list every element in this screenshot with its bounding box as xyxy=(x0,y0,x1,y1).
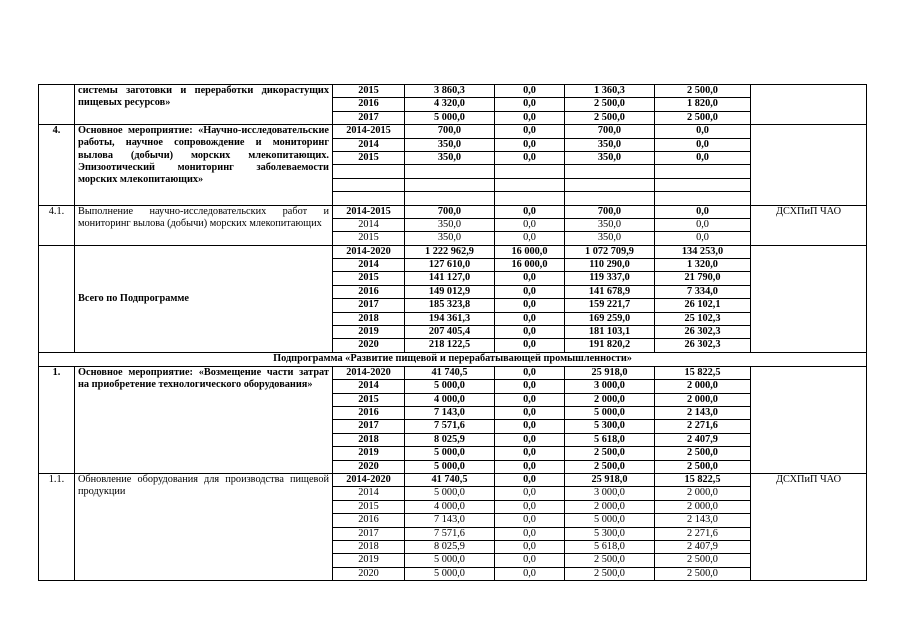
empty-cell xyxy=(333,178,405,191)
district-cell: 5 618,0 xyxy=(565,540,655,553)
district-cell: 110 290,0 xyxy=(565,259,655,272)
total-cell: 207 405,4 xyxy=(405,326,495,339)
total-cell: 350,0 xyxy=(405,232,495,245)
year-cell: 2015 xyxy=(333,232,405,245)
federal-cell: 0,0 xyxy=(495,514,565,527)
total-cell: 5 000,0 xyxy=(405,380,495,393)
year-cell: 2014-2015 xyxy=(333,125,405,138)
total-cell: 7 571,6 xyxy=(405,420,495,433)
other-cell: 7 334,0 xyxy=(655,285,751,298)
federal-cell: 0,0 xyxy=(495,125,565,138)
federal-cell: 0,0 xyxy=(495,272,565,285)
federal-cell: 0,0 xyxy=(495,138,565,151)
executor-cell: ДСХПиП ЧАО xyxy=(751,205,867,245)
other-cell: 15 822,5 xyxy=(655,473,751,486)
other-cell: 2 000,0 xyxy=(655,500,751,513)
total-cell: 127 610,0 xyxy=(405,259,495,272)
total-cell: 3 860,3 xyxy=(405,85,495,98)
year-cell: 2018 xyxy=(333,312,405,325)
executor-cell xyxy=(751,85,867,125)
total-cell: 149 012,9 xyxy=(405,285,495,298)
other-cell: 0,0 xyxy=(655,125,751,138)
year-cell: 2016 xyxy=(333,406,405,419)
year-cell: 2018 xyxy=(333,433,405,446)
table-row xyxy=(39,245,867,258)
total-cell: 700,0 xyxy=(405,125,495,138)
other-cell: 2 000,0 xyxy=(655,487,751,500)
empty-cell xyxy=(333,192,405,205)
empty-cell xyxy=(655,165,751,178)
district-cell: 350,0 xyxy=(565,138,655,151)
empty-cell xyxy=(495,178,565,191)
district-cell: 350,0 xyxy=(565,151,655,164)
other-cell: 26 102,1 xyxy=(655,299,751,312)
year-cell: 2015 xyxy=(333,151,405,164)
district-cell: 700,0 xyxy=(565,125,655,138)
total-cell: 5 000,0 xyxy=(405,487,495,500)
other-cell: 2 500,0 xyxy=(655,567,751,580)
federal-cell: 0,0 xyxy=(495,98,565,111)
federal-cell: 16 000,0 xyxy=(495,259,565,272)
other-cell: 2 000,0 xyxy=(655,393,751,406)
index-cell: 4.1. xyxy=(39,205,75,245)
district-cell: 3 000,0 xyxy=(565,380,655,393)
total-cell: 5 000,0 xyxy=(405,460,495,473)
year-cell: 2014 xyxy=(333,218,405,231)
total-cell: 350,0 xyxy=(405,218,495,231)
federal-cell: 0,0 xyxy=(495,285,565,298)
other-cell: 1 320,0 xyxy=(655,259,751,272)
other-cell: 2 500,0 xyxy=(655,447,751,460)
total-cell: 4 000,0 xyxy=(405,393,495,406)
district-cell: 700,0 xyxy=(565,205,655,218)
year-cell: 2015 xyxy=(333,85,405,98)
year-cell: 2014 xyxy=(333,487,405,500)
table-row xyxy=(39,125,867,138)
total-cell: 8 025,9 xyxy=(405,433,495,446)
total-label: Всего по Подпрограмме xyxy=(75,245,333,352)
district-cell: 5 300,0 xyxy=(565,420,655,433)
federal-cell: 0,0 xyxy=(495,218,565,231)
measure-name: Обновление оборудования для производства пищевой продукции xyxy=(75,473,333,580)
year-cell: 2014-2020 xyxy=(333,366,405,379)
total-cell: 1 222 962,9 xyxy=(405,245,495,258)
federal-cell: 0,0 xyxy=(495,111,565,124)
measure-name: Основное мероприятие: «Научно-исследовательские работы, научное сопровождение и мониторинг вылова (добычи) морских млекопитающих. Эпизоотический мониторинг заболеваемости морских млекопитающих» xyxy=(75,125,333,205)
total-cell: 7 143,0 xyxy=(405,514,495,527)
year-cell: 2017 xyxy=(333,111,405,124)
federal-cell: 0,0 xyxy=(495,447,565,460)
budget-table xyxy=(38,84,867,581)
district-cell: 25 918,0 xyxy=(565,473,655,486)
year-cell: 2020 xyxy=(333,567,405,580)
other-cell: 2 271,6 xyxy=(655,527,751,540)
federal-cell: 0,0 xyxy=(495,487,565,500)
district-cell: 350,0 xyxy=(565,218,655,231)
empty-cell xyxy=(565,165,655,178)
district-cell: 5 000,0 xyxy=(565,514,655,527)
executor-cell xyxy=(751,245,867,352)
other-cell: 2 500,0 xyxy=(655,85,751,98)
table-row xyxy=(39,205,867,218)
empty-cell xyxy=(655,178,751,191)
district-cell: 181 103,1 xyxy=(565,326,655,339)
district-cell: 119 337,0 xyxy=(565,272,655,285)
executor-cell xyxy=(751,125,867,205)
district-cell: 2 500,0 xyxy=(565,460,655,473)
district-cell: 5 000,0 xyxy=(565,406,655,419)
year-cell: 2020 xyxy=(333,460,405,473)
federal-cell: 0,0 xyxy=(495,205,565,218)
measure-name: Основное мероприятие: «Возмещение части затрат на приобретение технологического оборудования» xyxy=(75,366,333,473)
federal-cell: 0,0 xyxy=(495,420,565,433)
district-cell: 191 820,2 xyxy=(565,339,655,352)
federal-cell: 0,0 xyxy=(495,393,565,406)
federal-cell: 0,0 xyxy=(495,473,565,486)
other-cell: 2 500,0 xyxy=(655,460,751,473)
year-cell: 2019 xyxy=(333,447,405,460)
year-cell: 2014 xyxy=(333,259,405,272)
total-cell: 7 571,6 xyxy=(405,527,495,540)
federal-cell: 0,0 xyxy=(495,540,565,553)
federal-cell: 16 000,0 xyxy=(495,245,565,258)
district-cell: 2 500,0 xyxy=(565,554,655,567)
year-cell: 2017 xyxy=(333,299,405,312)
year-cell: 2015 xyxy=(333,272,405,285)
empty-cell xyxy=(565,192,655,205)
district-cell: 2 500,0 xyxy=(565,98,655,111)
other-cell: 25 102,3 xyxy=(655,312,751,325)
district-cell: 3 000,0 xyxy=(565,487,655,500)
empty-cell xyxy=(495,165,565,178)
empty-cell xyxy=(405,192,495,205)
district-cell: 169 259,0 xyxy=(565,312,655,325)
district-cell: 1 072 709,9 xyxy=(565,245,655,258)
table-row xyxy=(39,366,867,379)
other-cell: 134 253,0 xyxy=(655,245,751,258)
executor-cell xyxy=(751,366,867,473)
other-cell: 0,0 xyxy=(655,205,751,218)
federal-cell: 0,0 xyxy=(495,380,565,393)
year-cell: 2017 xyxy=(333,420,405,433)
document-page xyxy=(38,84,866,581)
federal-cell: 0,0 xyxy=(495,500,565,513)
district-cell: 2 500,0 xyxy=(565,111,655,124)
federal-cell: 0,0 xyxy=(495,85,565,98)
index-cell: 1. xyxy=(39,366,75,473)
federal-cell: 0,0 xyxy=(495,527,565,540)
district-cell: 25 918,0 xyxy=(565,366,655,379)
year-cell: 2017 xyxy=(333,527,405,540)
other-cell: 26 302,3 xyxy=(655,339,751,352)
other-cell: 2 143,0 xyxy=(655,406,751,419)
other-cell: 0,0 xyxy=(655,218,751,231)
index-cell xyxy=(39,85,75,125)
federal-cell: 0,0 xyxy=(495,299,565,312)
district-cell: 2 500,0 xyxy=(565,447,655,460)
empty-cell xyxy=(333,165,405,178)
other-cell: 15 822,5 xyxy=(655,366,751,379)
other-cell: 2 143,0 xyxy=(655,514,751,527)
federal-cell: 0,0 xyxy=(495,406,565,419)
federal-cell: 0,0 xyxy=(495,567,565,580)
executor-cell: ДСХПиП ЧАО xyxy=(751,473,867,580)
year-cell: 2016 xyxy=(333,514,405,527)
other-cell: 0,0 xyxy=(655,138,751,151)
total-cell: 5 000,0 xyxy=(405,447,495,460)
other-cell: 2 000,0 xyxy=(655,380,751,393)
year-cell: 2015 xyxy=(333,500,405,513)
year-cell: 2014-2015 xyxy=(333,205,405,218)
total-cell: 141 127,0 xyxy=(405,272,495,285)
year-cell: 2014 xyxy=(333,138,405,151)
year-cell: 2020 xyxy=(333,339,405,352)
other-cell: 2 500,0 xyxy=(655,554,751,567)
federal-cell: 0,0 xyxy=(495,554,565,567)
measure-name: системы заготовки и переработки дикорастущих пищевых ресурсов» xyxy=(75,85,333,125)
other-cell: 0,0 xyxy=(655,232,751,245)
total-cell: 4 320,0 xyxy=(405,98,495,111)
total-cell: 8 025,9 xyxy=(405,540,495,553)
empty-cell xyxy=(405,165,495,178)
index-cell xyxy=(39,245,75,352)
total-cell: 5 000,0 xyxy=(405,567,495,580)
year-cell: 2019 xyxy=(333,326,405,339)
federal-cell: 0,0 xyxy=(495,151,565,164)
year-cell: 2016 xyxy=(333,98,405,111)
year-cell: 2014 xyxy=(333,380,405,393)
other-cell: 0,0 xyxy=(655,151,751,164)
total-cell: 185 323,8 xyxy=(405,299,495,312)
federal-cell: 0,0 xyxy=(495,312,565,325)
total-cell: 7 143,0 xyxy=(405,406,495,419)
table-body xyxy=(39,85,867,581)
year-cell: 2014-2020 xyxy=(333,473,405,486)
empty-cell xyxy=(405,178,495,191)
empty-cell xyxy=(565,178,655,191)
district-cell: 2 000,0 xyxy=(565,500,655,513)
federal-cell: 0,0 xyxy=(495,433,565,446)
total-cell: 41 740,5 xyxy=(405,473,495,486)
district-cell: 2 500,0 xyxy=(565,567,655,580)
total-cell: 218 122,5 xyxy=(405,339,495,352)
federal-cell: 0,0 xyxy=(495,339,565,352)
other-cell: 2 407,9 xyxy=(655,433,751,446)
federal-cell: 0,0 xyxy=(495,366,565,379)
year-cell: 2014-2020 xyxy=(333,245,405,258)
other-cell: 26 302,3 xyxy=(655,326,751,339)
federal-cell: 0,0 xyxy=(495,460,565,473)
federal-cell: 0,0 xyxy=(495,232,565,245)
federal-cell: 0,0 xyxy=(495,326,565,339)
district-cell: 5 300,0 xyxy=(565,527,655,540)
district-cell: 141 678,9 xyxy=(565,285,655,298)
section-title: Подпрограмма «Развитие пищевой и перерабатывающей промышленности» xyxy=(39,352,867,366)
year-cell: 2019 xyxy=(333,554,405,567)
total-cell: 700,0 xyxy=(405,205,495,218)
other-cell: 1 820,0 xyxy=(655,98,751,111)
total-cell: 5 000,0 xyxy=(405,554,495,567)
other-cell: 2 407,9 xyxy=(655,540,751,553)
measure-name: Выполнение научно-исследовательских работ и мониторинг вылова (добычи) морских млекопитающих xyxy=(75,205,333,245)
district-cell: 1 360,3 xyxy=(565,85,655,98)
table-row xyxy=(39,85,867,98)
empty-cell xyxy=(655,192,751,205)
table-row xyxy=(39,473,867,486)
total-cell: 194 361,3 xyxy=(405,312,495,325)
section-header-row xyxy=(39,352,867,366)
district-cell: 5 618,0 xyxy=(565,433,655,446)
total-cell: 4 000,0 xyxy=(405,500,495,513)
total-cell: 350,0 xyxy=(405,151,495,164)
index-cell: 1.1. xyxy=(39,473,75,580)
index-cell: 4. xyxy=(39,125,75,205)
year-cell: 2015 xyxy=(333,393,405,406)
district-cell: 350,0 xyxy=(565,232,655,245)
total-cell: 41 740,5 xyxy=(405,366,495,379)
other-cell: 21 790,0 xyxy=(655,272,751,285)
year-cell: 2016 xyxy=(333,285,405,298)
total-cell: 5 000,0 xyxy=(405,111,495,124)
total-cell: 350,0 xyxy=(405,138,495,151)
other-cell: 2 500,0 xyxy=(655,111,751,124)
empty-cell xyxy=(495,192,565,205)
other-cell: 2 271,6 xyxy=(655,420,751,433)
district-cell: 159 221,7 xyxy=(565,299,655,312)
year-cell: 2018 xyxy=(333,540,405,553)
district-cell: 2 000,0 xyxy=(565,393,655,406)
